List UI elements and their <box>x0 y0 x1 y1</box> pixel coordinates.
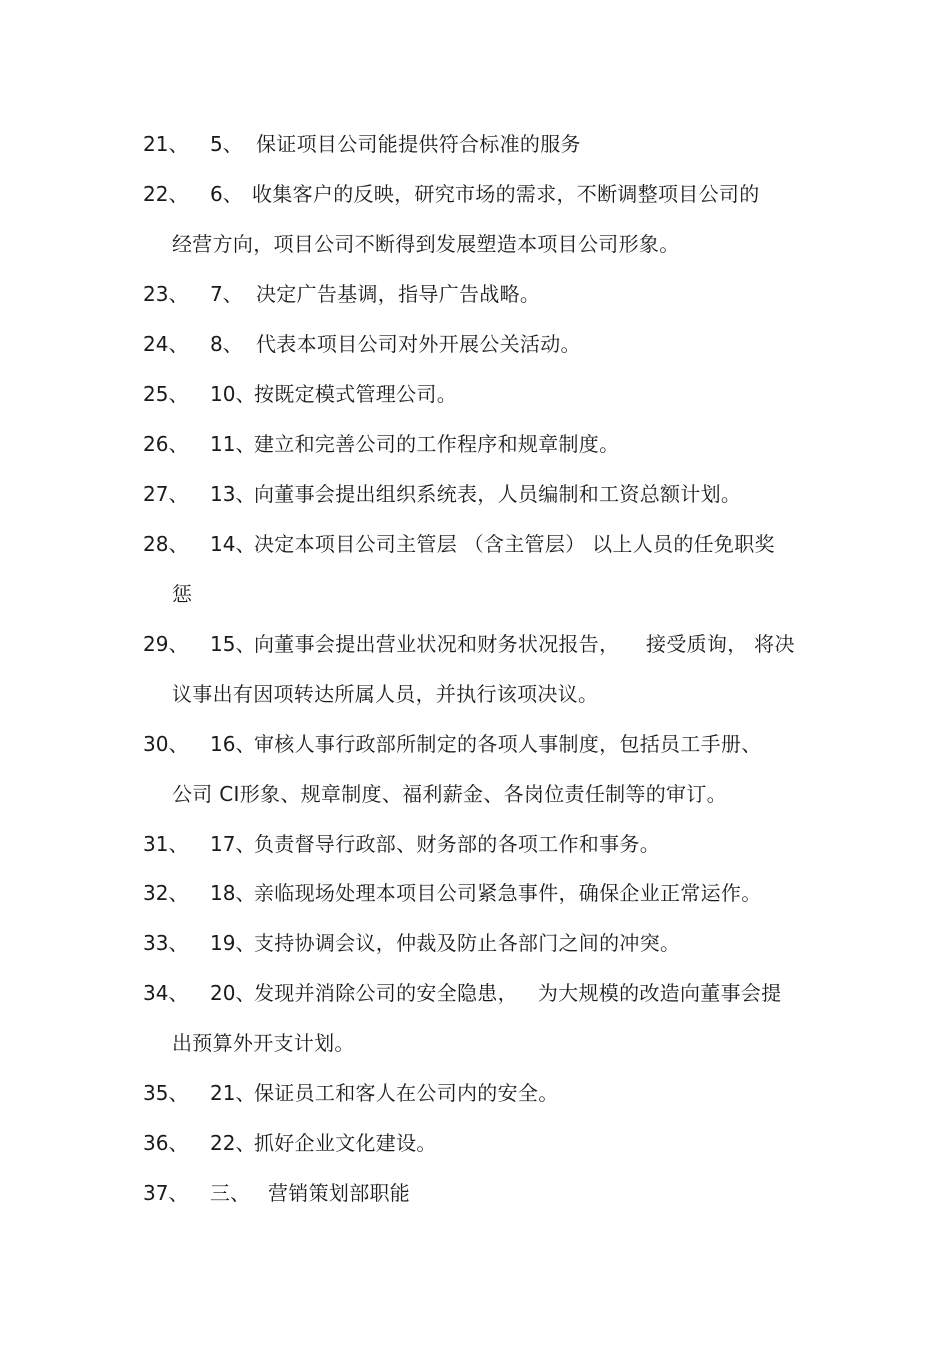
item-continuation-text: 出预算外开支计划。 <box>172 1031 355 1055</box>
item-sub-number: 三、 <box>210 1181 250 1205</box>
item-sub-number: 19、 <box>210 931 256 955</box>
item-sub-number: 18、 <box>210 881 256 905</box>
item-text: 审核人事行政部所制定的各项人事制度，包括员工手册、 <box>254 732 762 756</box>
item-number: 36、 <box>143 1131 189 1155</box>
item-sub-number: 8、 <box>210 332 243 356</box>
item-sub-number: 16、 <box>210 732 256 756</box>
item-number: 37、 <box>143 1181 189 1205</box>
item-number: 35、 <box>143 1081 189 1105</box>
item-number: 32、 <box>143 881 189 905</box>
item-text: 支持协调会议，仲裁及防止各部门之间的冲突。 <box>254 931 681 955</box>
item-text: 按既定模式管理公司。 <box>254 382 457 406</box>
item-number: 29、 <box>143 632 189 656</box>
item-number: 31、 <box>143 832 189 856</box>
item-text: 收集客户的反映，研究市场的需求，不断调整项目公司的 <box>252 182 760 206</box>
item-sub-number: 7、 <box>210 282 243 306</box>
item-text: 决定广告基调，指导广告战略。 <box>256 282 541 306</box>
item-sub-number: 10、 <box>210 382 256 406</box>
item-sub-number: 21、 <box>210 1081 256 1105</box>
item-sub-number: 6、 <box>210 182 243 206</box>
item-text: 保证员工和客人在公司内的安全。 <box>254 1081 559 1105</box>
item-text: 向董事会提出组织系统表，人员编制和工资总额计划。 <box>254 482 742 506</box>
item-number: 33、 <box>143 931 189 955</box>
item-text: 抓好企业文化建设。 <box>254 1131 437 1155</box>
item-sub-number: 14、 <box>210 532 256 556</box>
item-text: 建立和完善公司的工作程序和规章制度。 <box>254 432 620 456</box>
item-continuation-text: 公司 CI形象、规章制度、福利薪金、各岗位责任制等的审订。 <box>172 782 727 806</box>
item-text: 向董事会提出营业状况和财务状况报告， 接受质询， 将决 <box>254 632 795 656</box>
item-continuation-text: 议事出有因项转达所属人员，并执行该项决议。 <box>172 682 599 706</box>
item-number: 23、 <box>143 282 189 306</box>
item-sub-number: 5、 <box>210 132 243 156</box>
item-number: 22、 <box>143 182 189 206</box>
item-text: 代表本项目公司对外开展公关活动。 <box>256 332 581 356</box>
item-text: 亲临现场处理本项目公司紧急事件，确保企业正常运作。 <box>254 881 762 905</box>
item-text: 负责督导行政部、财务部的各项工作和事务。 <box>254 832 660 856</box>
item-number: 21、 <box>143 132 189 156</box>
item-sub-number: 11、 <box>210 432 256 456</box>
item-number: 27、 <box>143 482 189 506</box>
item-text: 发现并消除公司的安全隐患， 为大规模的改造向董事会提 <box>254 981 782 1005</box>
item-number: 30、 <box>143 732 189 756</box>
item-text: 保证项目公司能提供符合标准的服务 <box>256 132 581 156</box>
item-number: 26、 <box>143 432 189 456</box>
item-sub-number: 17、 <box>210 832 256 856</box>
item-text: 决定本项目公司主管层 （含主管层） 以上人员的任免职奖 <box>254 532 775 556</box>
item-number: 25、 <box>143 382 189 406</box>
item-sub-number: 20、 <box>210 981 256 1005</box>
item-sub-number: 15、 <box>210 632 256 656</box>
item-continuation-text: 惩 <box>172 582 193 606</box>
item-continuation-text: 经营方向，项目公司不断得到发展塑造本项目公司形象。 <box>172 232 680 256</box>
item-number: 28、 <box>143 532 189 556</box>
section-heading: 营销策划部职能 <box>268 1181 411 1205</box>
item-number: 24、 <box>143 332 189 356</box>
item-number: 34、 <box>143 981 189 1005</box>
item-sub-number: 13、 <box>210 482 256 506</box>
item-sub-number: 22、 <box>210 1131 256 1155</box>
